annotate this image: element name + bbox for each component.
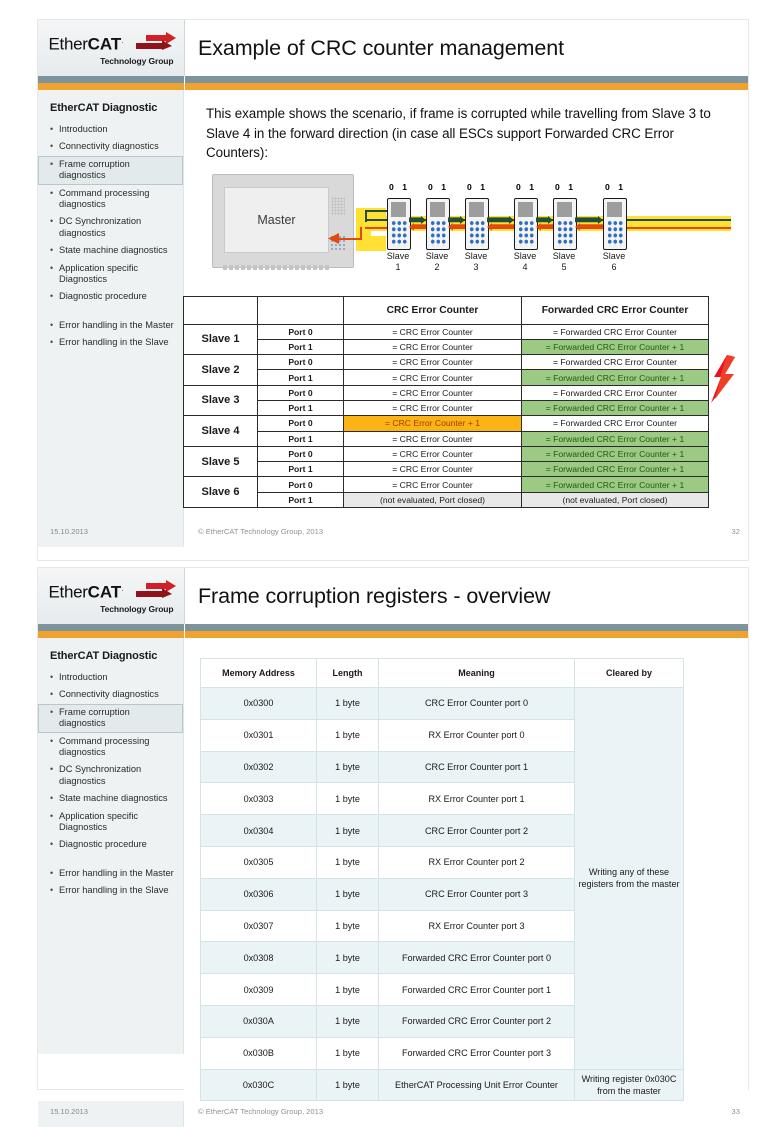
bullet-icon: •	[50, 764, 54, 775]
slave-name-cell: Slave 2	[184, 355, 258, 386]
ethercat-logo	[38, 568, 185, 624]
forwarded-crc-error-counter-cell: = Forwarded CRC Error Counter + 1	[522, 400, 709, 415]
table-row	[184, 324, 709, 339]
meaning-cell: CRC Error Counter port 0	[379, 688, 575, 720]
slave-label-number: 6	[611, 261, 617, 272]
meaning-cell: Forwarded CRC Error Counter port 3	[379, 1037, 575, 1069]
footer-copyright: © EtherCAT Technology Group, 2013	[198, 1107, 324, 1117]
link-arrows	[487, 216, 514, 231]
sidebar-item-label: Command processing diagnostics	[59, 187, 150, 210]
logo-cat-text: CAT	[87, 582, 122, 602]
sidebar-item-introduction[interactable]	[38, 669, 183, 686]
slave-chip	[557, 202, 572, 217]
sidebar-item-label: Frame corruption diagnostics	[59, 158, 130, 181]
table-row	[201, 688, 684, 720]
cleared-by-cell: Writing any of these registers from the master	[575, 688, 684, 1070]
table-row	[184, 477, 709, 492]
footer-date: 15.10.2013	[38, 521, 184, 547]
bullet-icon: •	[50, 319, 54, 330]
sidebar-item-state-machine-diagnostics[interactable]	[38, 790, 183, 807]
length-cell: 1 byte	[317, 878, 379, 910]
memory-address-cell: 0x0300	[201, 688, 317, 720]
slave-device-5	[553, 198, 577, 250]
slave-led-array	[518, 220, 534, 246]
crc-error-counter-cell: = CRC Error Counter	[344, 400, 522, 415]
forwarded-crc-error-counter-cell: = Forwarded CRC Error Counter + 1	[522, 462, 709, 477]
length-cell: 1 byte	[317, 846, 379, 878]
logo-registered-mark: .	[121, 586, 123, 593]
sidebar-item-application-specific-diagnostics[interactable]	[38, 808, 183, 837]
slave-led-array	[391, 220, 407, 246]
sidebar-item-label: Error handling in the Master	[59, 319, 174, 330]
master-bottom-vents	[223, 257, 333, 262]
master-device	[212, 174, 354, 268]
sidebar-item-label: Diagnostic procedure	[59, 291, 147, 302]
length-cell: 1 byte	[317, 1069, 379, 1101]
sidebar-spacer	[38, 306, 183, 317]
sidebar-item-label: Introduction	[59, 672, 108, 682]
sidebar-navigation	[38, 90, 184, 521]
table-row	[184, 492, 709, 507]
slave-device-1	[387, 198, 411, 250]
bullet-icon: •	[50, 141, 54, 152]
sidebar-item-error-handling-in-the-master[interactable]	[38, 317, 183, 334]
port-0-label: 0	[516, 181, 521, 192]
table-row	[184, 431, 709, 446]
intro-paragraph: This example shows the scenario, if frame is corrupted while travelling from Slave 3 to Slave 4 in the forward direction (in case all ESCs support Forwarded CRC Error Counters):	[206, 106, 711, 160]
length-cell: 1 byte	[317, 1037, 379, 1069]
header-cleared-by: Cleared by	[575, 659, 684, 688]
table-row	[184, 446, 709, 461]
sidebar-item-frame-corruption-diagnostics[interactable]	[38, 704, 183, 733]
header-gray-band	[38, 76, 748, 83]
meaning-cell: Forwarded CRC Error Counter port 0	[379, 942, 575, 974]
port-cell: Port 0	[258, 477, 344, 492]
link-arrows	[536, 216, 553, 231]
bullet-icon: •	[50, 810, 54, 821]
slave-label-1	[381, 251, 415, 273]
forwarded-crc-error-counter-cell: = Forwarded CRC Error Counter + 1	[522, 339, 709, 354]
meaning-cell: RX Error Counter port 0	[379, 719, 575, 751]
slave-device-6	[603, 198, 627, 250]
header-meaning: Meaning	[379, 659, 575, 688]
bullet-icon: •	[50, 187, 54, 198]
memory-address-cell: 0x0306	[201, 878, 317, 910]
slide-crc-counter-management	[38, 20, 748, 560]
table-row	[184, 385, 709, 400]
meaning-cell: EtherCAT Processing Unit Error Counter	[379, 1069, 575, 1101]
slide2-content	[184, 638, 748, 1101]
port-1-label: 1	[480, 181, 485, 192]
bullet-icon: •	[50, 672, 54, 682]
sidebar-item-introduction[interactable]	[38, 121, 183, 138]
sidebar-item-label: Command processing diagnostics	[59, 735, 150, 758]
slide1-header	[38, 20, 748, 76]
master-top-vents	[225, 180, 325, 184]
forwarded-crc-error-counter-cell: = Forwarded CRC Error Counter	[522, 385, 709, 400]
bullet-icon: •	[50, 245, 54, 256]
sidebar-item-label: DC Synchronization diagnostics	[59, 216, 142, 238]
logo-subtitle: Technology Group	[100, 56, 174, 66]
crc-error-counter-cell: = CRC Error Counter	[344, 446, 522, 461]
length-cell: 1 byte	[317, 688, 379, 720]
slave-name-cell: Slave 5	[184, 446, 258, 477]
slave-label-6	[597, 251, 631, 273]
logo-ether-text: Ether	[48, 34, 88, 54]
footer-page-number: 33	[731, 1107, 740, 1117]
memory-address-cell: 0x0302	[201, 751, 317, 783]
memory-address-cell: 0x0309	[201, 974, 317, 1006]
slave-name-cell: Slave 6	[184, 477, 258, 508]
header-forwarded-crc-error-counter: Forwarded CRC Error Counter	[522, 296, 709, 324]
memory-address-cell: 0x030B	[201, 1037, 317, 1069]
port-0-label: 0	[605, 181, 610, 192]
memory-address-cell: 0x0307	[201, 910, 317, 942]
link-arrow-icons	[448, 216, 465, 231]
sidebar-navigation	[38, 638, 184, 1054]
memory-address-cell: 0x030C	[201, 1069, 317, 1101]
slave-led-array	[469, 220, 485, 246]
port-cell: Port 1	[258, 462, 344, 477]
slave-name-cell: Slave 1	[184, 324, 258, 355]
slave-chip	[518, 202, 533, 217]
table-row	[184, 339, 709, 354]
memory-address-cell: 0x0305	[201, 846, 317, 878]
sidebar-item-error-handling-in-the-master[interactable]	[38, 865, 183, 882]
slave-device-4	[514, 198, 538, 250]
sidebar-item-state-machine-diagnostics[interactable]	[38, 242, 183, 259]
table-header-row	[184, 296, 709, 324]
slave-label-word: Slave	[513, 250, 537, 261]
slave-chip	[391, 202, 406, 217]
logo-wordmark	[49, 581, 123, 601]
slave-label-number: 2	[434, 261, 440, 272]
slave-label-word: Slave	[425, 250, 449, 261]
slave-label-number: 5	[561, 261, 567, 272]
port-cell: Port 1	[258, 431, 344, 446]
sidebar-item-dc-synchronization-diagnostics[interactable]	[38, 761, 183, 790]
forward-path-top	[365, 210, 387, 212]
link-arrow-icons	[409, 216, 426, 231]
slave-label-word: Slave	[464, 250, 488, 261]
page-title: Example of CRC counter management	[198, 35, 564, 60]
header-length: Length	[317, 659, 379, 688]
crc-error-counter-cell: = CRC Error Counter	[344, 431, 522, 446]
sidebar-title: EtherCAT Diagnostic	[50, 650, 158, 662]
table-row	[184, 355, 709, 370]
table-row	[184, 462, 709, 477]
length-cell: 1 byte	[317, 1005, 379, 1037]
port-cell: Port 1	[258, 339, 344, 354]
slave-label-4	[508, 251, 542, 273]
slave-port-labels-2	[426, 182, 448, 192]
sidebar-item-diagnostic-procedure[interactable]	[38, 836, 183, 853]
forwarded-crc-error-counter-cell: = Forwarded CRC Error Counter + 1	[522, 370, 709, 385]
bullet-icon: •	[50, 793, 54, 804]
cable-lane-yellow-bend	[356, 208, 371, 251]
lightning-bolt-icon	[710, 355, 736, 403]
meaning-cell: CRC Error Counter port 1	[379, 751, 575, 783]
slide-frame-corruption-registers	[38, 568, 748, 1117]
sidebar-item-diagnostic-procedure[interactable]	[38, 288, 183, 305]
sidebar-item-command-processing-diagnostics[interactable]	[38, 185, 183, 214]
crc-error-counter-cell: = CRC Error Counter	[344, 462, 522, 477]
header-blank-1	[184, 296, 258, 324]
length-cell: 1 byte	[317, 783, 379, 815]
crc-error-counter-cell: = CRC Error Counter	[344, 324, 522, 339]
port-cell: Port 0	[258, 355, 344, 370]
slave-label-number: 3	[473, 261, 479, 272]
slave-chip	[469, 202, 484, 217]
footer-page-number: 32	[731, 527, 740, 536]
link-arrows	[575, 216, 603, 231]
link-arrow-icons	[575, 216, 603, 231]
sidebar-item-error-handling-in-the-slave[interactable]	[38, 334, 183, 351]
port-0-label: 0	[555, 181, 560, 192]
slave-label-5	[547, 251, 581, 273]
meaning-cell: RX Error Counter port 2	[379, 846, 575, 878]
crc-error-counter-cell: = CRC Error Counter	[344, 477, 522, 492]
master-speaker-grille-icon	[331, 197, 345, 215]
slave-port-labels-4	[514, 182, 536, 192]
port-1-label: 1	[568, 181, 573, 192]
length-cell: 1 byte	[317, 910, 379, 942]
table-row	[184, 400, 709, 415]
bullet-icon: •	[50, 867, 54, 878]
slave-name-cell: Slave 3	[184, 385, 258, 416]
sidebar-item-label: Application specific Diagnostics	[59, 810, 139, 833]
sidebar-item-label: Application specific Diagnostics	[59, 262, 139, 285]
slave-port-labels-1	[387, 182, 409, 192]
memory-address-cell: 0x030A	[201, 1005, 317, 1037]
sidebar-item-dc-synchronization-diagnostics[interactable]	[38, 213, 183, 242]
bullet-icon: •	[50, 158, 54, 169]
table-header-row	[201, 659, 684, 688]
slave-led-array	[557, 220, 573, 246]
header-gray-band	[38, 624, 748, 631]
crc-error-counter-cell: = CRC Error Counter	[344, 339, 522, 354]
header-blank-2	[258, 296, 344, 324]
master-label: Master	[224, 187, 329, 253]
header-orange-band	[38, 83, 748, 90]
slave-device-2	[426, 198, 450, 250]
network-diagram	[184, 172, 748, 290]
link-arrow-icons	[536, 216, 553, 231]
memory-address-cell: 0x0301	[201, 719, 317, 751]
slave-device-3	[465, 198, 489, 250]
slide2-footer	[38, 1101, 748, 1127]
port-cell: Port 1	[258, 400, 344, 415]
slide1-footer	[38, 521, 748, 547]
sidebar-item-label: Error handling in the Slave	[59, 885, 169, 896]
slave-chip	[607, 202, 622, 217]
length-cell: 1 byte	[317, 751, 379, 783]
length-cell: 1 byte	[317, 942, 379, 974]
header-crc-error-counter: CRC Error Counter	[344, 296, 522, 324]
meaning-cell: CRC Error Counter port 2	[379, 815, 575, 847]
sidebar-item-connectivity-diagnostics[interactable]	[38, 686, 183, 703]
sidebar-title: EtherCAT Diagnostic	[50, 102, 158, 114]
crc-counter-table	[183, 296, 709, 509]
sidebar-item-label: Frame corruption diagnostics	[59, 706, 130, 729]
bullet-icon: •	[50, 337, 54, 348]
slave-label-word: Slave	[386, 250, 410, 261]
crc-error-counter-cell: (not evaluated, Port closed)	[344, 492, 522, 507]
bullet-icon: •	[50, 124, 54, 134]
sidebar-item-label: Introduction	[59, 124, 108, 134]
slave-port-labels-3	[465, 182, 487, 192]
crc-error-counter-cell: = CRC Error Counter	[344, 355, 522, 370]
forwarded-crc-error-counter-cell: = Forwarded CRC Error Counter	[522, 324, 709, 339]
port-1-label: 1	[402, 181, 407, 192]
logo-registered-mark: .	[121, 38, 123, 45]
table-row	[184, 370, 709, 385]
slave-port-labels-5	[553, 182, 575, 192]
memory-address-cell: 0x0303	[201, 783, 317, 815]
port-1-label: 1	[441, 181, 446, 192]
length-cell: 1 byte	[317, 815, 379, 847]
forwarded-crc-error-counter-cell: = Forwarded CRC Error Counter + 1	[522, 446, 709, 461]
page-title: Frame corruption registers - overview	[198, 583, 551, 608]
meaning-cell: RX Error Counter port 3	[379, 910, 575, 942]
register-overview-table	[200, 658, 684, 1101]
cleared-by-cell-last: Writing register 0x030C from the master	[575, 1069, 684, 1101]
sidebar-item-frame-corruption-diagnostics[interactable]	[38, 156, 183, 185]
logo-ether-text: Ether	[48, 582, 88, 602]
port-cell: Port 0	[258, 324, 344, 339]
logo-cat-text: CAT	[87, 34, 122, 54]
bullet-icon: •	[50, 262, 54, 273]
logo-wordmark	[49, 33, 123, 53]
port-0-label: 0	[467, 181, 472, 192]
slave-name-cell: Slave 4	[184, 416, 258, 447]
header-orange-band	[38, 631, 748, 638]
forwarded-crc-error-counter-cell: = Forwarded CRC Error Counter	[522, 416, 709, 431]
header-memory-address: Memory Address	[201, 659, 317, 688]
footer-copyright: © EtherCAT Technology Group, 2013	[198, 527, 324, 536]
sidebar-item-label: Connectivity diagnostics	[59, 689, 159, 700]
slave-label-2	[420, 251, 454, 273]
length-cell: 1 byte	[317, 974, 379, 1006]
meaning-cell: RX Error Counter port 1	[379, 783, 575, 815]
sidebar-item-connectivity-diagnostics[interactable]	[38, 138, 183, 155]
port-1-label: 1	[618, 181, 623, 192]
return-arrow-icon	[328, 233, 340, 244]
sidebar-item-label: State machine diagnostics	[59, 245, 168, 256]
sidebar-item-label: Error handling in the Master	[59, 867, 174, 878]
memory-address-cell: 0x0304	[201, 815, 317, 847]
slave-label-word: Slave	[602, 250, 626, 261]
meaning-cell: CRC Error Counter port 3	[379, 878, 575, 910]
forwarded-crc-error-counter-cell: (not evaluated, Port closed)	[522, 492, 709, 507]
table-row	[184, 416, 709, 431]
memory-address-cell: 0x0308	[201, 942, 317, 974]
sidebar-item-label: DC Synchronization diagnostics	[59, 764, 142, 786]
slave-port-labels-6	[603, 182, 625, 192]
slide2-header	[38, 568, 748, 624]
bullet-icon: •	[50, 291, 54, 302]
bullet-icon: •	[50, 839, 54, 850]
crc-error-counter-cell: = CRC Error Counter	[344, 370, 522, 385]
sidebar-item-label: Diagnostic procedure	[59, 839, 147, 850]
slide1-content	[184, 90, 748, 521]
port-cell: Port 1	[258, 492, 344, 507]
ethercat-logo	[38, 20, 185, 76]
slave-label-3	[459, 251, 493, 273]
link-arrow-icons	[487, 216, 514, 231]
sidebar-spacer	[38, 854, 183, 865]
port-cell: Port 0	[258, 416, 344, 431]
logo-arrow-icon	[136, 32, 176, 50]
logo-subtitle: Technology Group	[100, 604, 174, 614]
footer-date: 15.10.2013	[38, 1101, 184, 1127]
table-row	[201, 1069, 684, 1101]
sidebar-item-error-handling-in-the-slave[interactable]	[38, 882, 183, 899]
port-0-label: 0	[428, 181, 433, 192]
link-arrows	[409, 216, 426, 231]
port-cell: Port 0	[258, 446, 344, 461]
sidebar-item-application-specific-diagnostics[interactable]	[38, 260, 183, 289]
sidebar-item-command-processing-diagnostics[interactable]	[38, 733, 183, 762]
slave-label-word: Slave	[552, 250, 576, 261]
slave-label-number: 1	[395, 261, 401, 272]
bullet-icon: •	[50, 216, 54, 227]
bullet-icon: •	[50, 706, 54, 717]
logo-arrow-icon	[136, 580, 176, 598]
crc-error-counter-cell: = CRC Error Counter	[344, 385, 522, 400]
port-cell: Port 0	[258, 385, 344, 400]
link-arrows	[448, 216, 465, 231]
port-1-label: 1	[529, 181, 534, 192]
port-cell: Port 1	[258, 370, 344, 385]
sidebar-item-label: Error handling in the Slave	[59, 337, 169, 348]
bullet-icon: •	[50, 735, 54, 746]
sidebar-item-label: State machine diagnostics	[59, 793, 168, 804]
slave-led-array	[430, 220, 446, 246]
bullet-icon: •	[50, 689, 54, 700]
slave-label-number: 4	[522, 261, 528, 272]
forwarded-crc-error-counter-cell: = Forwarded CRC Error Counter	[522, 355, 709, 370]
crc-error-counter-cell: = CRC Error Counter + 1	[344, 416, 522, 431]
meaning-cell: Forwarded CRC Error Counter port 1	[379, 974, 575, 1006]
bullet-icon: •	[50, 885, 54, 896]
slave-chip	[430, 202, 445, 217]
length-cell: 1 byte	[317, 719, 379, 751]
forwarded-crc-error-counter-cell: = Forwarded CRC Error Counter + 1	[522, 477, 709, 492]
port-0-label: 0	[389, 181, 394, 192]
sidebar-item-label: Connectivity diagnostics	[59, 141, 159, 152]
forwarded-crc-error-counter-cell: = Forwarded CRC Error Counter + 1	[522, 431, 709, 446]
meaning-cell: Forwarded CRC Error Counter port 2	[379, 1005, 575, 1037]
slave-led-array	[607, 220, 623, 246]
